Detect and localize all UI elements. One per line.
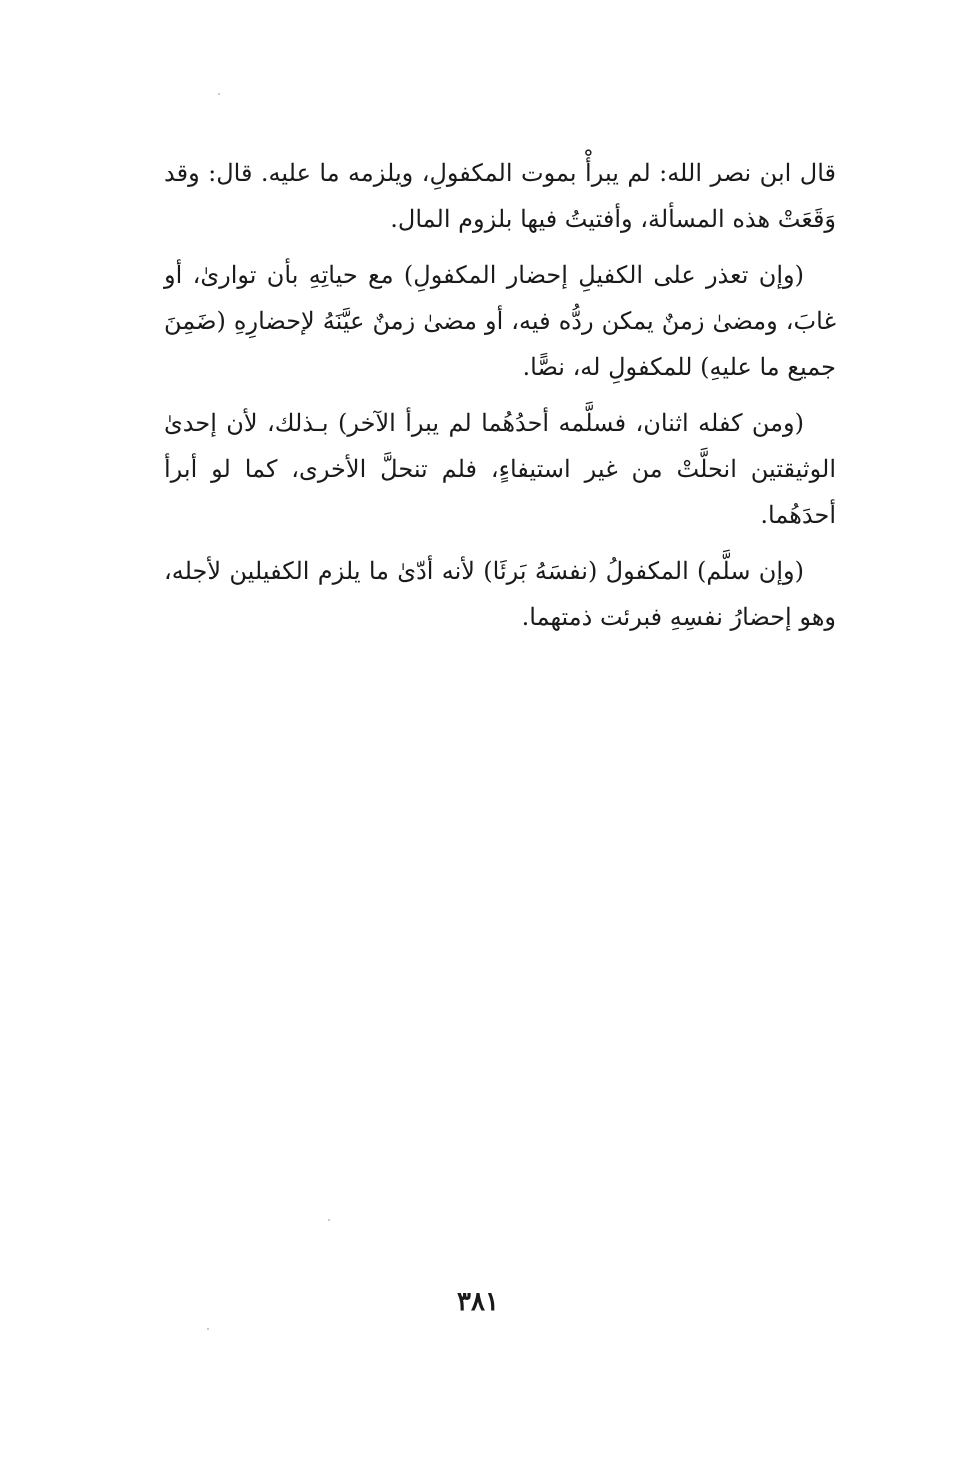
paragraph-4: (وإن سلَّم) المكفولُ (نفسَهُ بَرئَا) لأنه أدّىٰ ما يلزم الكفيلين لأجله، وهو إحضارُ نفسِهِ فبرئت ذمتهما. [164,557,836,631]
page-body [164,150,836,650]
paragraph-3: (ومن كفله اثنان، فسلَّمه أحدُهُما لم يبرأ الآخر) بـذلك، لأن إحدىٰ الوثيقتين انحلَّتْ من غير استيفاءٍ، فلم تنحلَّ الأخرى، كما لو أبرأ أحدَهُما. [164,409,836,529]
scan-speck [207,1328,209,1330]
page-number: ٣٨١ [457,1287,499,1317]
scan-speck [328,1219,330,1221]
scan-speck [218,93,220,95]
paragraph-1: قال ابن نصر الله: لم يبرأْ بموت المكفولِ، ويلزمه ما عليه. قال: وقد وَقَعَتْ هذه المسألة، وأفتيتُ فيها بلزوم المال. [164,159,836,233]
paragraph-2: (وإن تعذر على الكفيلِ إحضار المكفولِ) مع حياتِهِ بأن توارىٰ، أو غابَ، ومضىٰ زمنٌ يمكن ردُّه فيه، أو مضىٰ زمنٌ عيَّنَهُ لإحضارِهِ (ضَمِنَ جميع ما عليهِ) للمكفولِ له، نصًّا. [164,261,836,381]
